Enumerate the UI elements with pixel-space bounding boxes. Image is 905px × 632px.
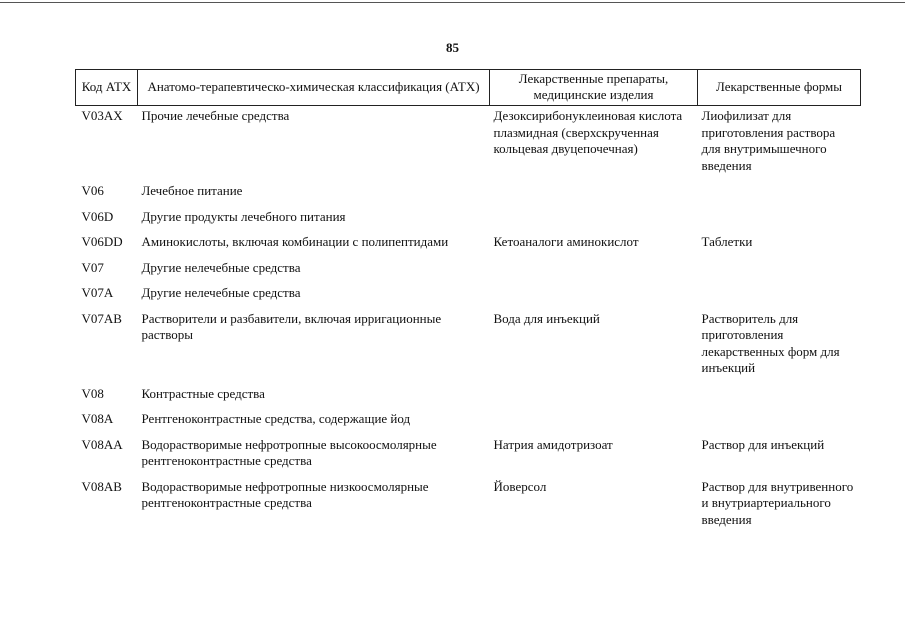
table-header-row	[76, 70, 861, 106]
atx-code-cell: V07	[81, 259, 104, 275]
table-row	[76, 207, 861, 233]
drug-cell	[490, 207, 698, 233]
drug-cell	[490, 181, 698, 207]
form-cell: Таблетки	[701, 234, 753, 249]
atx-code-cell: V06D	[81, 208, 114, 224]
form-cell: Раствор для инъекций	[701, 436, 825, 452]
page-number: 85	[446, 40, 459, 55]
classification-cell: Другие нелечебные средства	[141, 285, 301, 300]
drug-cell	[490, 258, 698, 284]
header-classification: Анатомо-терапевтическо-химическая классификация (АТХ)	[138, 70, 490, 106]
table-row	[76, 435, 861, 477]
atx-code-cell: V08AA	[81, 436, 123, 452]
form-cell	[698, 283, 861, 309]
table-row	[76, 106, 861, 182]
form-cell: Раствор для внутривенного и внутриартериального введения	[701, 478, 854, 527]
table-row	[76, 283, 861, 309]
form-cell	[698, 384, 861, 410]
table-row	[76, 309, 861, 384]
drug-cell: Йоверсол	[493, 478, 547, 494]
atx-code-cell: V06DD	[81, 234, 123, 249]
form-cell	[698, 207, 861, 233]
classification-cell: Водорастворимые нефротропные низкоосмолярные рентгеноконтрастные средства	[141, 478, 429, 510]
drug-cell	[490, 283, 698, 309]
table-row	[76, 258, 861, 284]
top-rule	[0, 2, 905, 3]
atx-code-cell: V07A	[81, 285, 114, 300]
classification-cell: Лечебное питание	[141, 183, 243, 198]
drug-cell: Дезоксирибонуклеиновая кислота плазмидная (сверхскрученная кольцевая двуцепочечная)	[493, 108, 683, 156]
table-row	[76, 409, 861, 435]
drug-cell: Кетоаналоги аминокислот	[493, 234, 639, 249]
header-forms: Лекарственные формы	[698, 70, 861, 106]
drug-cell	[490, 409, 698, 435]
drug-cell: Натрия амидотризоат	[493, 436, 613, 452]
table-row	[76, 181, 861, 207]
classification-cell: Другие нелечебные средства	[141, 259, 301, 275]
drug-cell	[490, 384, 698, 410]
table-row	[76, 384, 861, 410]
classification-cell: Растворители и разбавители, включая ирригационные растворы	[141, 310, 442, 342]
atx-code-cell: V08A	[81, 411, 114, 426]
form-cell	[698, 409, 861, 435]
atx-code-cell: V08	[81, 385, 104, 401]
classification-cell: Аминокислоты, включая комбинации с полипептидами	[141, 234, 449, 249]
atx-code-cell: V08AB	[81, 478, 122, 494]
atx-code-cell: V06	[81, 183, 104, 198]
table-row	[76, 477, 861, 536]
table-row	[76, 232, 861, 258]
atx-code-cell: V03AX	[81, 108, 123, 123]
classification-cell: Контрастные средства	[141, 385, 265, 401]
form-cell: Лиофилизат для приготовления раствора для внутримышечного введения	[701, 108, 836, 173]
drug-cell: Вода для инъекций	[493, 310, 600, 326]
classification-cell: Рентгеноконтрастные средства, содержащие йод	[141, 411, 411, 426]
form-cell	[698, 181, 861, 207]
header-code: Код АТХ	[76, 70, 138, 106]
header-drugs: Лекарственные препараты, медицинские изделия	[490, 70, 698, 106]
classification-cell: Другие продукты лечебного питания	[141, 208, 346, 224]
classification-cell: Водорастворимые нефротропные высокоосмолярные рентгеноконтрастные средства	[141, 436, 437, 468]
form-cell: Растворитель для приготовления лекарственных форм для инъекций	[701, 310, 840, 375]
form-cell	[698, 258, 861, 284]
atx-code-cell: V07AB	[81, 310, 122, 326]
atx-table	[75, 69, 861, 535]
classification-cell: Прочие лечебные средства	[141, 108, 290, 123]
